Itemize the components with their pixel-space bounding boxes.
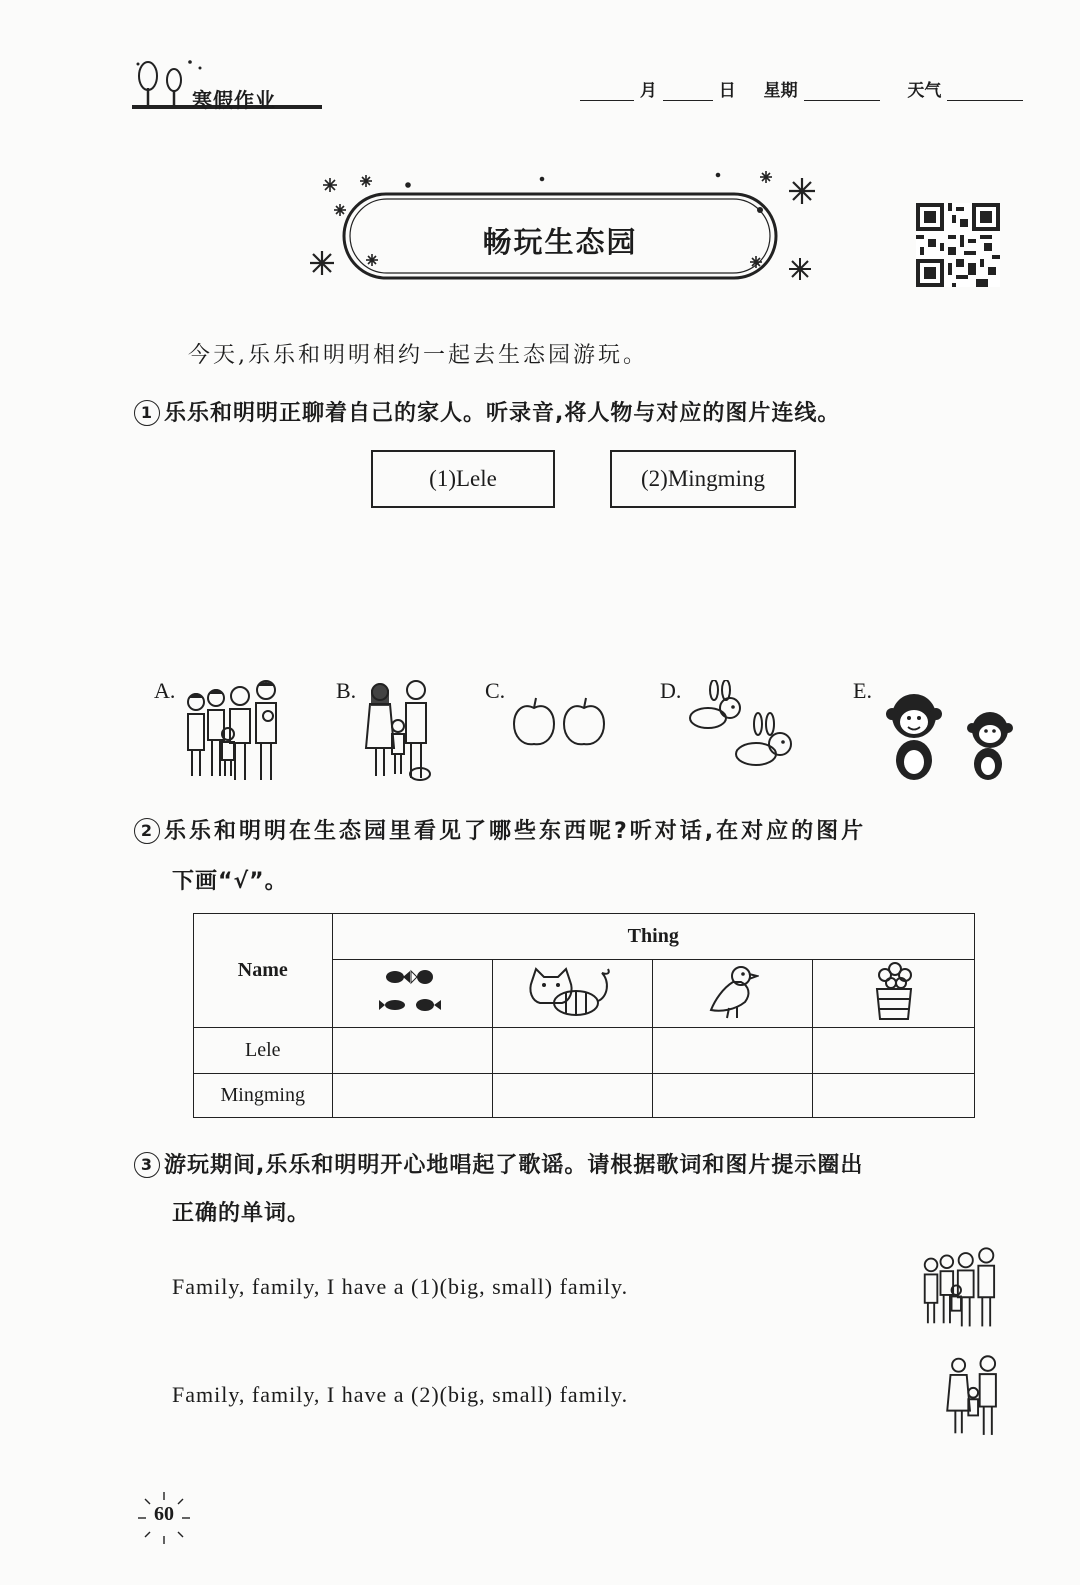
lyric-line-1[interactable]: Family, family, I have a (1)(big, small) family.: [172, 1274, 629, 1299]
monkeys-icon[interactable]: [884, 692, 1020, 784]
page-title: 畅玩生态园: [482, 225, 638, 259]
check-cell-lele-flower[interactable]: [813, 1028, 975, 1074]
page-number: 60: [154, 1503, 174, 1525]
weekday-blank[interactable]: [804, 82, 880, 101]
question-1-text: 乐乐和明明正聊着自己的家人。听录音,将人物与对应的图片连线。: [164, 401, 841, 426]
question-2: [134, 814, 866, 845]
option-a-label: A.: [154, 678, 176, 703]
question-2-text-line1: 乐乐和明明在生态园里看见了哪些东西呢?听对话,在对应的图片: [164, 819, 867, 844]
check-cell-mingming-flower[interactable]: [813, 1074, 975, 1118]
check-cell-mingming-bird[interactable]: [653, 1074, 813, 1118]
option-b-label: B.: [336, 678, 357, 703]
small-family-small-icon: [944, 1352, 1004, 1440]
option-d-label: D.: [660, 678, 682, 703]
thing-cell-bird: [653, 960, 813, 1028]
day-label: 日: [718, 81, 736, 101]
question-2-text-line2: 下画“√”。: [172, 869, 288, 894]
bird-icon: [707, 962, 759, 1020]
check-cell-mingming-cat[interactable]: [492, 1074, 652, 1118]
check-cell-lele-fish[interactable]: [332, 1028, 492, 1074]
fish-icon: [379, 965, 445, 1017]
lyric-line-2[interactable]: Family, family, I have a (2)(big, small) family.: [172, 1382, 629, 1407]
flower-pot-icon: [871, 961, 917, 1021]
check-cell-lele-cat[interactable]: [492, 1028, 652, 1074]
row-name-lele: Lele: [194, 1028, 333, 1074]
question-1: [134, 396, 840, 427]
cat-icon: [526, 963, 618, 1019]
name-box-mingming[interactable]: (2)Mingming: [610, 450, 796, 508]
intro-text: 今天,乐乐和明明相约一起去生态园游玩。: [188, 343, 648, 368]
month-label: 月: [639, 81, 657, 101]
row-name-mingming: Mingming: [194, 1074, 333, 1118]
question-3-text-line2: 正确的单词。: [172, 1201, 311, 1226]
question-3-text-line1: 游玩期间,乐乐和明明开心地唱起了歌谣。请根据歌词和图片提示圈出: [164, 1153, 864, 1178]
option-c-label: C.: [485, 678, 506, 703]
thing-cell-fish: [332, 960, 492, 1028]
name-box-lele[interactable]: (1)Lele: [371, 450, 555, 508]
date-fields: [580, 76, 1023, 101]
qr-code-icon[interactable]: [916, 203, 1000, 287]
option-e-label: E.: [853, 678, 872, 703]
day-blank[interactable]: [663, 82, 713, 101]
brand-text: 寒假作业: [192, 88, 276, 112]
month-blank[interactable]: [580, 82, 634, 101]
big-family-small-icon: [920, 1244, 1002, 1330]
check-cell-mingming-fish[interactable]: [332, 1074, 492, 1118]
question-3: [134, 1148, 863, 1179]
weather-blank[interactable]: [947, 82, 1023, 101]
big-family-icon[interactable]: [182, 676, 286, 784]
question-2-number: 2: [134, 818, 160, 844]
question-1-number: 1: [134, 400, 160, 426]
thing-cell-flower-pot: [813, 960, 975, 1028]
rabbits-icon[interactable]: [686, 680, 802, 772]
question-3-number: 3: [134, 1152, 160, 1178]
check-cell-lele-bird[interactable]: [653, 1028, 813, 1074]
name-header: Name: [194, 914, 333, 1028]
weekday-label: 星期: [763, 81, 798, 101]
things-table: [193, 913, 975, 1118]
thing-cell-cat: [492, 960, 652, 1028]
small-family-icon[interactable]: [362, 676, 436, 784]
thing-header: Thing: [332, 914, 975, 960]
apples-icon[interactable]: [512, 694, 608, 748]
weather-label: 天气: [907, 81, 942, 101]
